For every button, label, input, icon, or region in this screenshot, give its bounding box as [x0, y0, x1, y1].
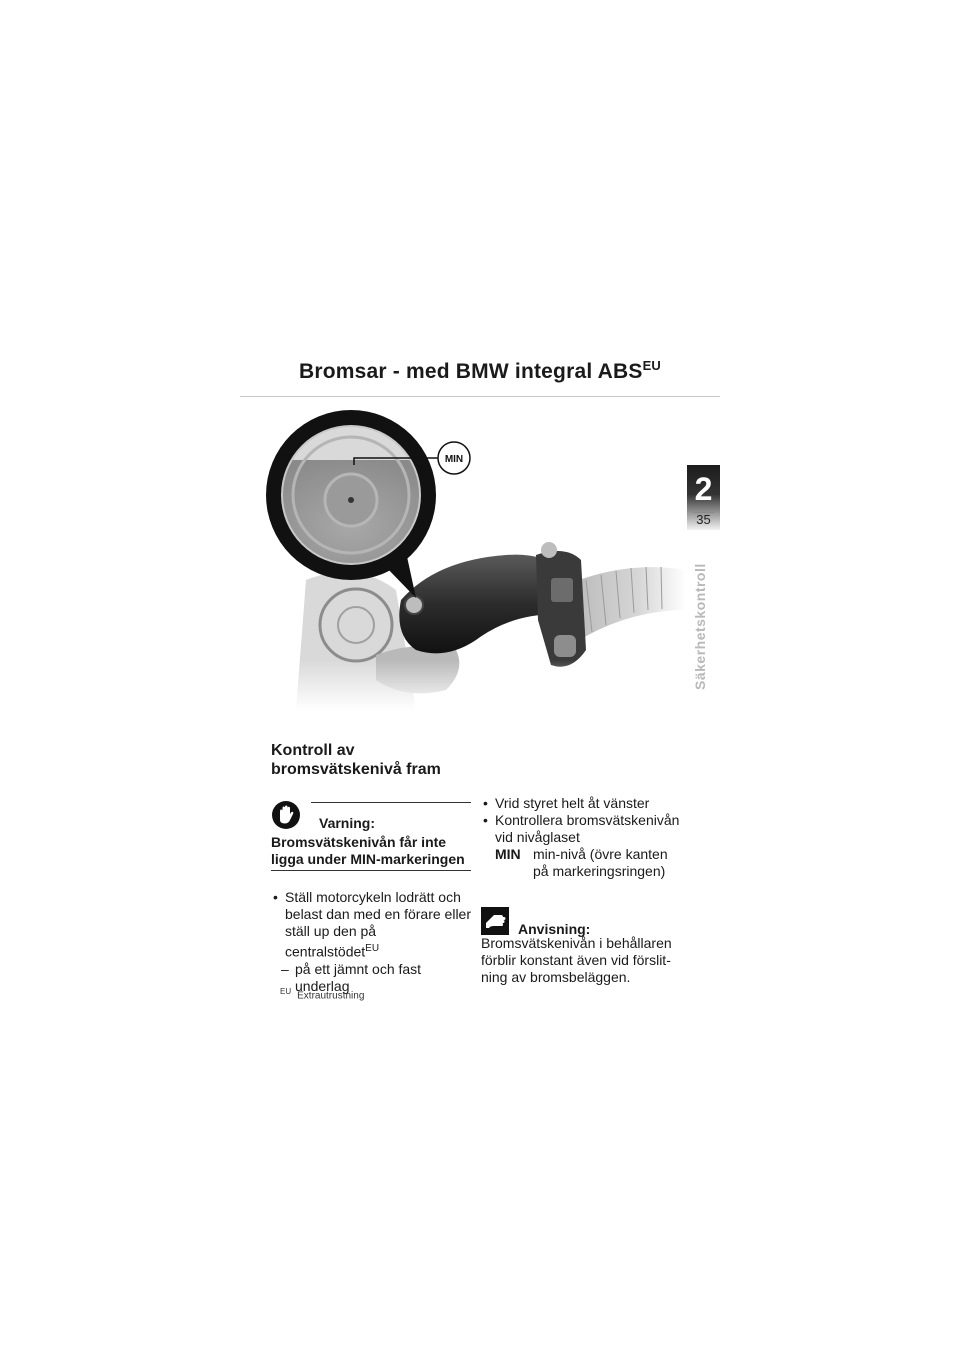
left-column	[271, 800, 471, 995]
title-divider	[240, 396, 720, 397]
warning-rule	[311, 802, 471, 803]
chapter-tab	[687, 465, 720, 530]
chapter-label: Säkerhetskontroll	[692, 563, 708, 690]
footnote	[280, 987, 364, 1001]
stop-hand-icon	[271, 800, 301, 830]
page-title: Bromsar - med BMW integral $ABS^{EU}$	[298, 358, 662, 383]
min-value: min-nivå (övre kanten på markeringsringen)	[533, 846, 668, 879]
right-column	[481, 795, 686, 986]
brake-fluid-reservoir-illustration	[266, 410, 686, 710]
footnote-text: Extrautrustning	[297, 990, 365, 1002]
note-text: Bromsvätskenivån i behållaren förblir konstant även vid förslit- ning av bromsbeläggen.	[481, 935, 672, 985]
min-key: MIN	[495, 846, 521, 862]
warning-text: Bromsvätskenivån får inte ligga under MIN-markeringen	[271, 834, 471, 871]
footnote-marker: EU	[280, 987, 292, 996]
chapter-number: 2	[694, 471, 713, 507]
warning-title: Varning:	[319, 815, 376, 831]
min-callout-label: MIN	[444, 454, 464, 465]
note-hand-icon	[481, 907, 509, 935]
warning-header	[271, 800, 471, 862]
title-superscript: EU	[642, 358, 662, 373]
section-heading-line1: Kontroll av	[271, 742, 355, 759]
list-item: • Kontrollera bromsvätskenivån vid nivåglaset	[481, 812, 686, 846]
step-superscript: EU	[365, 943, 380, 954]
list-item: • Vrid styret helt åt vänster	[481, 795, 686, 812]
note-title: Anvisning:	[518, 921, 591, 937]
note-header	[481, 907, 686, 935]
right-step-list	[481, 795, 686, 846]
list-subitem: – på ett jämnt och fast underlag	[271, 961, 471, 995]
page-number: 35	[696, 512, 711, 527]
section-heading-line2: bromsvätskenivå fram	[271, 761, 441, 778]
list-item: • Ställ motorcykeln lodrätt och belast dan med en förare eller ställ up den på centralstödet$^{EU}$	[271, 889, 471, 961]
left-step-list	[271, 889, 471, 961]
min-definition	[481, 846, 686, 880]
section-heading	[271, 741, 441, 779]
